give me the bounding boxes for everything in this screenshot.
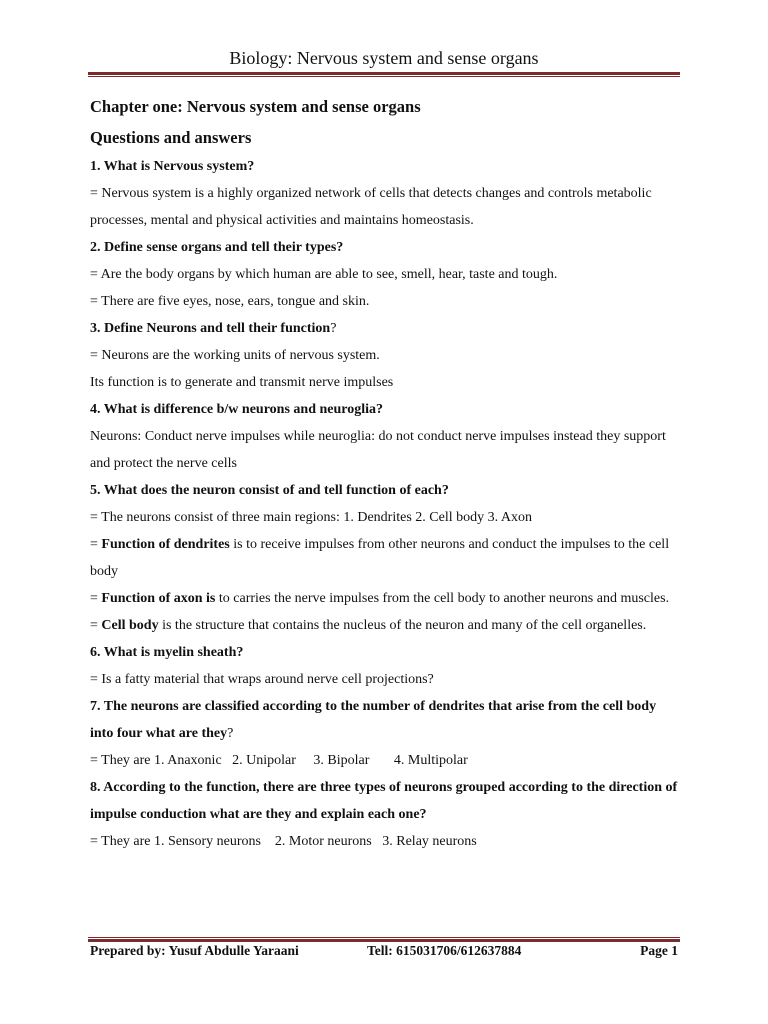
document-body [90,94,680,855]
question-2: 2. Define sense organs and tell their types? [90,240,344,255]
answer-5-dendrites-term: Function of dendrites [101,537,230,552]
answer-5-dendrites [90,531,680,585]
header-divider [88,72,680,77]
answer-8: = They are 1. Sensory neurons 2. Motor neurons 3. Relay neurons [90,834,477,849]
question-3-text: 3. Define Neurons and tell their function [90,321,331,336]
question-7 [90,693,680,747]
answer-5-axon-text: to carries the nerve impulses from the cell body to another neurons and muscles. [215,591,670,606]
answer-1: = Nervous system is a highly organized network of cells that detects changes and controls metabolic processes, mental and physical activities and maintains homeostasis. [90,186,652,228]
answer-5-cell-body-term: Cell body [101,618,159,633]
answer-7: = They are 1. Anaxonic 2. Unipolar 3. Bipolar 4. Multipolar [90,753,468,768]
answer-5-axon-prefix: = [90,591,102,606]
question-4: 4. What is difference b/w neurons and neuroglia? [90,402,384,417]
answer-5-cell-body-prefix: = [90,618,102,633]
page-header-title: Biology: Nervous system and sense organs [229,48,539,68]
answer-5-cell-body-text: is the structure that contains the nucleus of the neuron and many of the cell organelles. [158,618,647,633]
question-7-text: 7. The neurons are classified according to the number of dendrites that arise from the cell body into four what are they [90,699,657,741]
question-8: 8. According to the function, there are three types of neurons grouped according to the direction of impulse conduction what are they and explain each one? [90,780,678,822]
answer-5-axon [90,585,680,612]
answer-3-line-1: = Neurons are the working units of nervous system. [90,348,380,363]
answer-5-dendrites-prefix: = [90,537,102,552]
question-6: 6. What is myelin sheath? [90,645,244,660]
footer-phone: Tell: 615031706/612637884 [367,943,522,958]
answer-2-line-1: = Are the body organs by which human are able to see, smell, hear, taste and tough. [90,267,558,282]
question-7-mark: ? [227,726,234,741]
answer-2-line-2: = There are five eyes, nose, ears, tongue and skin. [90,294,370,309]
answer-3-line-2: Its function is to generate and transmit nerve impulses [90,375,394,390]
answer-6: = Is a fatty material that wraps around nerve cell projections? [90,672,434,687]
question-3 [90,315,680,342]
answer-5-dendrites-text: is to receive impulses from other neurons and conduct the impulses to the cell body [90,537,670,579]
question-1: 1. What is Nervous system? [90,159,255,174]
answer-5-line-1: = The neurons consist of three main regions: 1. Dendrites 2. Cell body 3. Axon [90,510,532,525]
question-5: 5. What does the neuron consist of and tell function of each? [90,483,449,498]
answer-4: Neurons: Conduct nerve impulses while neuroglia: do not conduct nerve impulses instead they support and protect the nerve cells [90,429,666,471]
question-3-mark: ? [330,321,337,336]
section-title: Questions and answers [90,128,252,147]
footer-divider [88,937,680,942]
answer-5-axon-term: Function of axon is [101,591,216,606]
answer-5-cell-body [90,612,680,639]
footer-page-number: Page 1 [640,943,678,958]
footer-author: Prepared by: Yusuf Abdulle Yaraani [90,943,299,958]
chapter-title: Chapter one: Nervous system and sense organs [90,97,421,116]
